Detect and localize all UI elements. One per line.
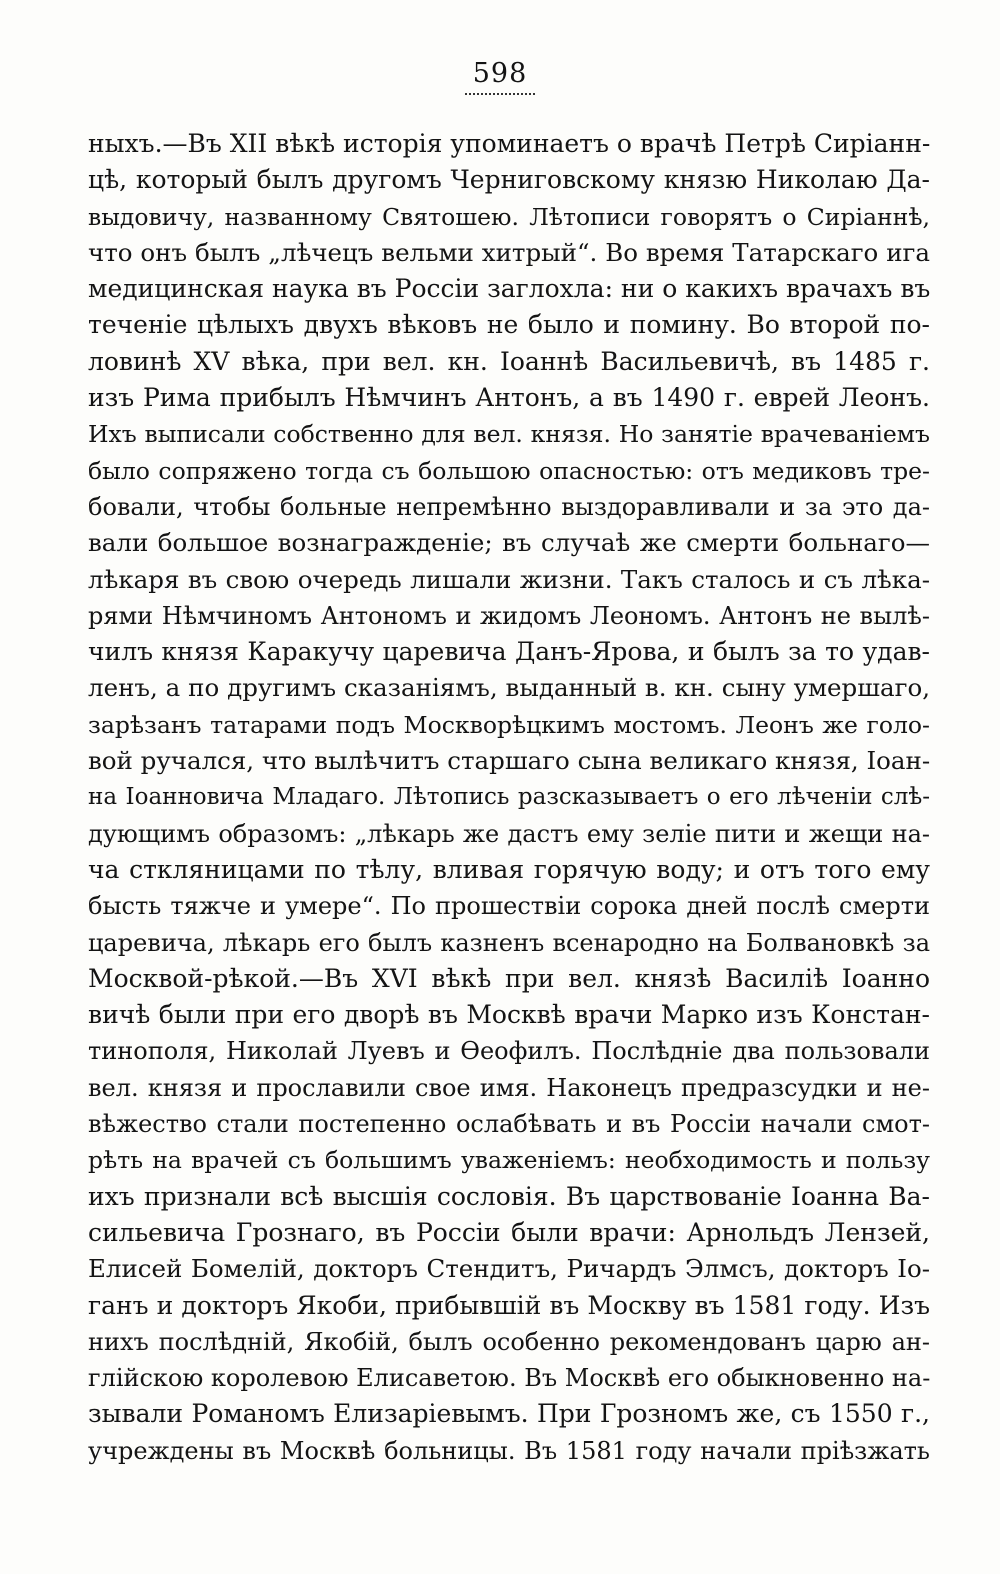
page-number (0, 58, 1000, 95)
text-line: ленъ, а по другимъ сказаніямъ, выданный в. кн. сыну умершаго, (88, 673, 930, 703)
page-number-text: 598 (465, 58, 536, 95)
text-line: рѣть на врачей съ большимъ уваженіемъ: необходимость и пользу (88, 1146, 930, 1175)
text-line: вѣжество стали постепенно ослабѣвать и въ Россіи начали смот- (88, 1110, 930, 1139)
text-line: вичѣ были при его дворѣ въ Москвѣ врачи Марко изъ Констан- (88, 1000, 930, 1030)
text-line: на Іоанновича Младаго. Лѣтопись разсказываетъ о его лѣченіи слѣ- (88, 784, 930, 811)
text-line: ихъ признали всѣ высшія сословія. Въ царствованіе Іоанна Ва- (88, 1181, 930, 1211)
text-line: Елисей Бомелій, докторъ Стендитъ, Ричардъ Элмсъ, докторъ Іо- (88, 1254, 930, 1284)
text-line: рями Нѣмчиномъ Антономъ и жидомъ Леономъ. Антонъ не вылѣ- (88, 601, 930, 630)
text-line: ганъ и докторъ Якоби, прибывшій въ Москву въ 1581 году. Изъ (88, 1290, 930, 1320)
text-line: Москвой-рѣкой.—Въ XVI вѣкѣ при вел. князѣ Василіѣ Іоанно (88, 963, 930, 993)
text-line: царевича, лѣкарь его былъ казненъ всенародно на Болвановкѣ за (88, 928, 930, 957)
text-line: цѣ, который былъ другомъ Черниговскому князю Николаю Да- (88, 165, 930, 195)
text-line: зывали Романомъ Елизаріевымъ. При Грозномъ же, съ 1550 г., (88, 1399, 930, 1429)
text-line: бысть тяжче и умере“. По прошествіи сорока дней послѣ смерти (88, 892, 930, 921)
text-line: ча сткляницами по тѣлу, вливая горячую воду; и отъ того ему (88, 854, 930, 884)
text-line: глійскою королевою Елисаветою. Въ Москвѣ его обыкновенно на- (88, 1364, 930, 1393)
text-line: нихъ послѣдній, Якобій, былъ особенно рекомендованъ царю ан- (88, 1327, 930, 1356)
text-line: было сопряжено тогда съ большою опасностью: отъ медиковъ тре- (88, 456, 930, 485)
text-line: изъ Рима прибылъ Нѣмчинъ Антонъ, а въ 1490 г. еврей Леонъ. (88, 383, 930, 413)
text-line: зарѣзанъ татарами подъ Москворѣцкимъ мостомъ. Леонъ же голо- (88, 710, 930, 739)
text-line: Ихъ выписали собственно для вел. князя. Но занятіе врачеваніемъ (88, 420, 930, 449)
text-line: теченіе цѣлыхъ двухъ вѣковъ не было и помину. Во второй по- (88, 310, 930, 340)
text-line: тинополя, Николай Луевъ и Ѳеофилъ. Послѣдніе два пользовали (88, 1037, 930, 1066)
text-line: медицинская наука въ Россіи заглохла: ни о какихъ врачахъ въ (88, 274, 930, 304)
text-line: ныхъ.—Въ XII вѣкѣ исторія упоминаетъ о врачѣ Петрѣ Сиріанн- (88, 129, 930, 158)
text-line: сильевича Грознаго, въ Россіи были врачи: Арнольдъ Лензей, (88, 1217, 930, 1247)
text-line: выдовичу, названному Святошею. Лѣтописи говорятъ о Сиріаннѣ, (88, 202, 930, 231)
text-line: лѣкаря въ свою очередь лишали жизни. Такъ сталось и съ лѣка- (88, 564, 930, 594)
text-line: вел. князя и прославили свое имя. Наконецъ предразсудки и не- (88, 1073, 930, 1102)
text-line: вой ручался, что вылѣчитъ старшаго сына великаго князя, Іоан- (88, 746, 930, 776)
text-line: что онъ былъ „лѣчецъ вельми хитрый“. Во время Татарскаго ига (88, 237, 930, 267)
text-line: учреждены въ Москвѣ больницы. Въ 1581 году начали пріѣзжать (88, 1436, 930, 1465)
text-line: чилъ князя Каракучу царевича Данъ-Ярова, и былъ за то удав- (88, 637, 930, 667)
text-line: вали большое вознагражденіе; въ случаѣ же смерти больнаго— (88, 528, 930, 558)
text-line: ловинѣ XV вѣка, при вел. кн. Іоаннѣ Васильевичѣ, въ 1485 г. (88, 346, 930, 376)
text-line: бовали, чтобы больные непремѣнно выздоравливали и за это да- (88, 492, 930, 521)
text-line: дующимъ образомъ: „лѣкарь же дастъ ему зеліе пити и жещи на- (88, 819, 930, 848)
body-text (88, 126, 930, 1469)
